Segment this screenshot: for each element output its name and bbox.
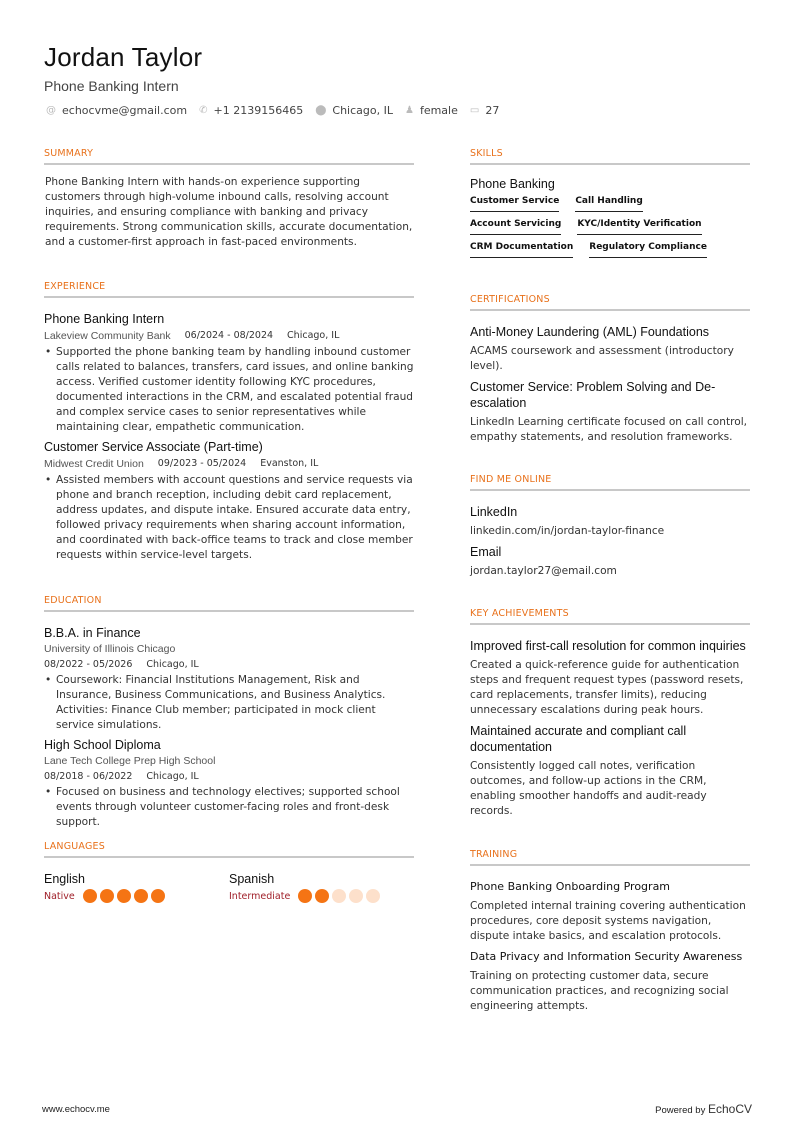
rating-dot-filled bbox=[151, 889, 165, 903]
training-desc: Training on protecting customer data, secure communication practices, and recognizing social engineering attempts. bbox=[470, 970, 729, 1012]
job-bullets bbox=[44, 345, 414, 435]
skill-tag: CRM Documentation bbox=[470, 242, 573, 258]
achievement-title: Maintained accurate and compliant call documentation bbox=[470, 724, 687, 754]
skill-tag: Regulatory Compliance bbox=[589, 242, 707, 258]
certification-desc: ACAMS coursework and assessment (introductory level). bbox=[470, 345, 734, 372]
education-meta bbox=[44, 769, 414, 785]
achievement-item bbox=[470, 638, 750, 718]
bullet-item: • Assisted members with account questions and service requests via phone and branch reception, including debit card replacement, address updates, and dispute intake. Ensured accurate data entry, followed privacy requirements when sharing account information, and coordinated with back-office teams to track and close member requests within service-level targets. bbox=[44, 473, 414, 563]
language-name: English bbox=[44, 872, 85, 886]
rating-dot-filled bbox=[83, 889, 97, 903]
phone-icon: ✆ bbox=[199, 105, 208, 116]
job-title: Customer Service Associate (Part-time) bbox=[44, 440, 263, 454]
candidate-title: Phone Banking Intern bbox=[44, 78, 179, 94]
job-meta bbox=[44, 327, 414, 345]
training-title: Data Privacy and Information Security Awareness bbox=[470, 950, 743, 963]
education-item bbox=[44, 737, 414, 830]
skills-section bbox=[470, 148, 750, 265]
training-item bbox=[470, 949, 750, 1014]
section-heading: LANGUAGES bbox=[44, 841, 414, 858]
achievement-desc: Created a quick-reference guide for authentication steps and frequent request types (password resets, card replacements, transfer limits), reducing unnecessary escalations during peak hours. bbox=[470, 659, 744, 716]
job-bullets bbox=[44, 473, 414, 563]
experience-item bbox=[44, 311, 414, 435]
school-name: Lane Tech College Prep High School bbox=[44, 755, 216, 767]
profile-label: Email bbox=[470, 545, 502, 559]
job-title: Phone Banking Intern bbox=[44, 312, 165, 326]
achievement-desc: Consistently logged call notes, verification outcomes, and follow-up actions in the CRM, enabling smoother handoffs and audit-ready records. bbox=[470, 760, 707, 817]
education-bullets bbox=[44, 673, 414, 733]
summary-section bbox=[44, 148, 414, 250]
echocv-brand: EchoCV bbox=[707, 1102, 752, 1116]
section-heading: TRAINING bbox=[470, 849, 750, 866]
training-title: Phone Banking Onboarding Program bbox=[470, 880, 671, 893]
skill-tag: Call Handling bbox=[575, 196, 642, 212]
training-item bbox=[470, 879, 750, 944]
languages-section bbox=[44, 841, 414, 903]
rating-dot-empty bbox=[366, 889, 380, 903]
company-name: Lakeview Community Bank bbox=[44, 330, 171, 342]
experience-section bbox=[44, 281, 414, 563]
training-desc: Completed internal training covering authentication procedures, core deposit systems navigation, dispute intake basics, and escalation protocols. bbox=[470, 900, 746, 942]
education-dates: 08/2018 - 06/2022 bbox=[44, 771, 133, 782]
summary-text: Phone Banking Intern with hands-on experience supporting customers through high-volume inbound calls, resolving account inquiries, and ensuring compliance with banking and privacy requirements. Strong communication skills, accurate documentation, and a customer-first approach in fast-paced environments. bbox=[45, 176, 413, 248]
school-name: University of Illinois Chicago bbox=[44, 643, 176, 655]
contact-item bbox=[199, 104, 303, 117]
contact-text: +1 2139156465 bbox=[213, 104, 304, 117]
language-level-label: Intermediate bbox=[229, 890, 291, 902]
language-level bbox=[229, 889, 414, 903]
powered-by-label: Powered by bbox=[655, 1105, 706, 1116]
bullet-item: • Focused on business and technology electives; supported school events through volunteer customer-facing roles and front-desk support. bbox=[44, 785, 414, 830]
skill-tag: KYC/Identity Verification bbox=[577, 219, 701, 235]
language-name: Spanish bbox=[229, 872, 275, 886]
profile-value[interactable]: jordan.taylor27@email.com bbox=[470, 565, 617, 577]
rating-dot-filled bbox=[134, 889, 148, 903]
contact-item bbox=[405, 104, 458, 117]
profile-value[interactable]: linkedin.com/in/jordan-taylor-finance bbox=[470, 525, 665, 537]
certification-item bbox=[470, 324, 750, 374]
certification-desc: LinkedIn Learning certificate focused on call control, empathy statements, and resolution frameworks. bbox=[470, 416, 748, 443]
experience-item bbox=[44, 439, 414, 563]
certification-title: Anti-Money Laundering (AML) Foundations bbox=[470, 325, 710, 339]
achievement-item bbox=[470, 723, 750, 819]
company-name: Midwest Credit Union bbox=[44, 458, 144, 470]
contact-bar bbox=[46, 104, 499, 117]
rating-dot-filled bbox=[117, 889, 131, 903]
contact-item bbox=[470, 104, 499, 117]
contact-text: 27 bbox=[485, 104, 500, 117]
language-level bbox=[44, 889, 229, 903]
profile-label: LinkedIn bbox=[470, 505, 518, 519]
language-rating bbox=[83, 889, 165, 903]
job-location: Chicago, IL bbox=[287, 330, 340, 341]
section-heading: EXPERIENCE bbox=[44, 281, 414, 298]
achievement-title: Improved first-call resolution for common inquiries bbox=[470, 639, 746, 653]
location-icon: ⬤ bbox=[315, 105, 327, 116]
contact-text: Chicago, IL bbox=[332, 104, 393, 117]
section-heading: FIND ME ONLINE bbox=[470, 474, 750, 491]
rating-dot-filled bbox=[100, 889, 114, 903]
degree: High School Diploma bbox=[44, 738, 161, 752]
bullet-item: • Supported the phone banking team by handling inbound customer calls related to balances, transfers, card issues, and online banking access. Verified customer identity following KYC procedures, documented interactions in the CRM, and escalated potential fraud and complex service cases to senior representatives while maintaining clear, empathetic communication. bbox=[44, 345, 414, 435]
skill-tag: Customer Service bbox=[470, 196, 559, 212]
section-heading: KEY ACHIEVEMENTS bbox=[470, 608, 750, 625]
profile-label bbox=[470, 504, 750, 539]
education-section bbox=[44, 595, 414, 830]
job-meta bbox=[44, 455, 414, 473]
contact-text: echocvme@gmail.com bbox=[62, 104, 188, 117]
find-me-online-section bbox=[470, 474, 750, 579]
education-item bbox=[44, 625, 414, 733]
degree: B.B.A. in Finance bbox=[44, 626, 141, 640]
candidate-name: Jordan Taylor bbox=[44, 42, 203, 72]
skill-tag: Account Servicing bbox=[470, 219, 561, 235]
education-dates: 08/2022 - 05/2026 bbox=[44, 659, 133, 670]
key-achievements-section bbox=[470, 608, 750, 819]
language-item bbox=[229, 871, 414, 903]
education-bullets bbox=[44, 785, 414, 830]
education-location: Chicago, IL bbox=[146, 771, 199, 782]
training-section bbox=[470, 849, 750, 1014]
language-rating bbox=[298, 889, 380, 903]
bullet-item: • Coursework: Financial Institutions Management, Risk and Insurance, Business Communications, and Business Analytics. Activities: Finance Club member; participated in mock client service simulations. bbox=[44, 673, 414, 733]
footer-powered-by[interactable] bbox=[655, 1102, 752, 1116]
calendar-icon: ▭ bbox=[469, 105, 480, 116]
person-icon: ♟ bbox=[404, 105, 414, 116]
at-icon: @ bbox=[46, 105, 56, 116]
certification-item bbox=[470, 379, 750, 445]
language-level-label: Native bbox=[44, 890, 75, 902]
rating-dot-empty bbox=[349, 889, 363, 903]
profile-label bbox=[470, 544, 750, 579]
footer-site-link[interactable]: www.echocv.me bbox=[42, 1104, 110, 1115]
section-heading: EDUCATION bbox=[44, 595, 414, 612]
contact-text: female bbox=[419, 104, 458, 117]
rating-dot-filled bbox=[298, 889, 312, 903]
section-heading: SUMMARY bbox=[44, 148, 414, 165]
job-location: Evanston, IL bbox=[260, 458, 319, 469]
section-heading: CERTIFICATIONS bbox=[470, 294, 750, 311]
rating-dot-empty bbox=[332, 889, 346, 903]
contact-item bbox=[46, 104, 187, 117]
job-dates: 09/2023 - 05/2024 bbox=[157, 458, 247, 469]
skill-group-title: Phone Banking bbox=[470, 177, 555, 191]
language-item bbox=[44, 871, 229, 903]
education-location: Chicago, IL bbox=[146, 659, 199, 670]
contact-item bbox=[315, 104, 393, 117]
certifications-section bbox=[470, 294, 750, 445]
education-meta bbox=[44, 657, 414, 673]
certification-title: Customer Service: Problem Solving and De-escalation bbox=[470, 380, 716, 410]
section-heading: SKILLS bbox=[470, 148, 750, 165]
job-dates: 06/2024 - 08/2024 bbox=[184, 330, 274, 341]
rating-dot-filled bbox=[315, 889, 329, 903]
